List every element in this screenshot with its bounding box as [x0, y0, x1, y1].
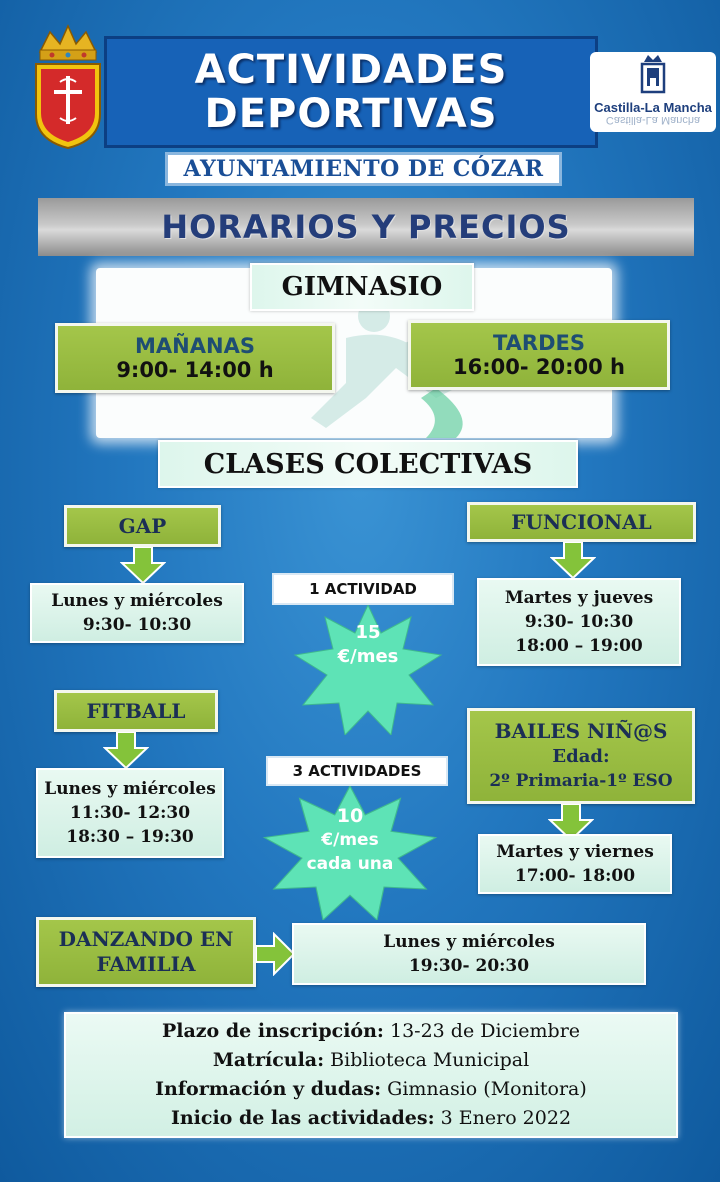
funcional-name: FUNCIONAL [511, 509, 652, 534]
castilla-la-mancha-logo [590, 52, 716, 132]
bailes-days: Martes y viernes [496, 842, 654, 862]
section-title: HORARIOS Y PRECIOS [161, 208, 571, 246]
matricula-value: Biblioteca Municipal [330, 1049, 530, 1071]
price-three-note: cada una [306, 854, 394, 874]
logo-text: Castilla-La Mancha [594, 100, 712, 115]
title-line-2: DEPORTIVAS [204, 91, 498, 137]
plazo-line [162, 1017, 580, 1046]
price-one-unit: €/mes [337, 646, 399, 667]
morning-schedule [55, 323, 335, 393]
plazo-value: 13-23 de Diciembre [389, 1020, 581, 1042]
funcional-time-2: 18:00 – 19:00 [515, 636, 643, 656]
danzando-days: Lunes y miércoles [383, 932, 555, 952]
afternoon-schedule [408, 320, 670, 390]
inicio-value: 3 Enero 2022 [440, 1107, 572, 1129]
danzando-name-2: FAMILIA [96, 952, 196, 976]
inicio-line [171, 1104, 571, 1133]
price-three-amount: 10 [336, 805, 364, 827]
fitball-schedule [36, 768, 224, 858]
title-banner [104, 36, 598, 148]
matricula-line [213, 1046, 529, 1075]
info-line [155, 1075, 587, 1104]
fitball-name: FITBALL [86, 698, 186, 723]
danzando-schedule [292, 923, 646, 985]
arrow-down-icon [550, 542, 596, 580]
bailes-age-label: Edad: [552, 745, 610, 767]
bailes-schedule [478, 834, 672, 894]
funcional-label [467, 502, 696, 542]
price-three-label: 3 ACTIVIDADES [266, 756, 448, 786]
fitball-days: Lunes y miércoles [44, 779, 216, 799]
price-one-amount: 15 [355, 622, 381, 643]
danzando-name-1: DANZANDO EN [58, 927, 234, 951]
price-three-value [262, 800, 438, 880]
afternoon-label: TARDES [492, 331, 586, 355]
coat-of-arms-icon [30, 22, 106, 152]
gap-time: 9:30- 10:30 [82, 615, 192, 635]
fitball-time-1: 11:30- 12:30 [69, 803, 191, 823]
plazo-label: Plazo de inscripción: [161, 1020, 384, 1042]
matricula-label: Matrícula: [212, 1049, 325, 1071]
gap-label [64, 505, 221, 547]
gap-schedule [30, 583, 244, 643]
arrow-right-icon [256, 932, 296, 976]
fitball-time-2: 18:30 – 19:30 [66, 827, 194, 847]
danzando-time: 19:30- 20:30 [408, 956, 530, 976]
bailes-time: 17:00- 18:00 [514, 866, 636, 886]
inicio-label: Inicio de las actividades: [170, 1107, 435, 1129]
price-one-label: 1 ACTIVIDAD [272, 573, 454, 605]
logo-reflection: Castilla-La Mancha [605, 114, 701, 126]
bailes-label [467, 708, 695, 804]
bailes-age-range: 2º Primaria-1º ESO [489, 770, 673, 791]
funcional-time-1: 9:30- 10:30 [524, 612, 634, 632]
price-one-value [293, 610, 443, 680]
bailes-name: BAILES NIÑ@S [494, 718, 668, 743]
gap-days: Lunes y miércoles [51, 591, 223, 611]
arrow-down-icon [103, 732, 149, 770]
castle-crown-icon [636, 52, 670, 94]
subtitle: AYUNTAMIENTO DE CÓZAR [165, 152, 562, 186]
registration-info [64, 1012, 678, 1138]
title-line-1: ACTIVIDADES [194, 47, 508, 93]
afternoon-time: 16:00- 20:00 h [453, 355, 625, 379]
funcional-days: Martes y jueves [504, 588, 654, 608]
arrow-down-icon [120, 547, 166, 585]
gym-title: GIMNASIO [250, 263, 474, 311]
info-value: Gimnasio (Monitora) [387, 1078, 587, 1100]
morning-time: 9:00- 14:00 h [116, 358, 274, 382]
price-three-unit: €/mes [321, 830, 379, 850]
classes-title: CLASES COLECTIVAS [158, 440, 578, 488]
section-title-bar [38, 198, 694, 256]
gap-name: GAP [118, 513, 167, 538]
danzando-label [36, 917, 256, 987]
info-label: Información y dudas: [155, 1078, 382, 1100]
fitball-label [54, 690, 218, 732]
morning-label: MAÑANAS [135, 334, 255, 358]
funcional-schedule [477, 578, 681, 666]
